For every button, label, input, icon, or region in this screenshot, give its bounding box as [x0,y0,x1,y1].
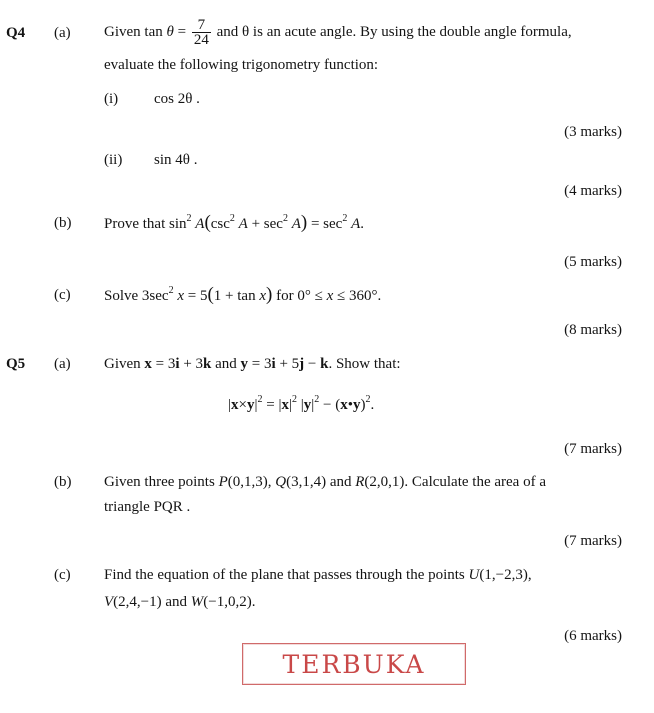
q5a-label: (a) [54,356,71,372]
question-number-q4: Q4 [6,25,26,41]
q5b-given-text: Given three points [104,474,215,490]
q5c-marks: (6 marks) [564,628,622,644]
q5b-calc-text: . Calculate the area of a [404,474,546,490]
q5b-label: (b) [54,474,72,490]
q4a-ii-marks: (4 marks) [564,183,622,199]
q5a-identity: $|x\times y|^2 = |x|^2$ $|y|^2$ − (x•y)$^2$. [228,394,375,413]
q4a-intro-line1: Given tan θ = $\frac{7}{24}$ and θ is an acute angle. By using the double angle formula, [104,17,572,49]
tan-fraction [192,18,211,47]
q4c-statement: Solve $3\sec^2$ x = 5(1 + tan x) for 0° ≤ x ≤ 360°. [104,284,382,305]
q4b-label: (b) [54,215,72,231]
q5a-show-text: . Show that: [328,356,401,372]
q5c-find-text: Find the equation of the plane that passes through the points [104,567,465,583]
q4a-ii-label: (ii) [104,152,123,168]
q4c-label: (c) [54,287,71,303]
q4b-statement: Prove that $\sin^2 A(\csc^2$ $A + \sec^2 A) = \sec^2 A$. [104,212,365,233]
q5b-line2: triangle PQR . [104,499,191,515]
question-number-q5: Q5 [6,356,26,372]
q4a-ii-expression: sin 4θ . [154,152,198,168]
q4a-i-expression: cos 2θ . [154,91,200,107]
q4a-given-text: Given [104,24,141,40]
q5a-given-text: Given [104,356,141,372]
q5b-marks: (7 marks) [564,533,622,549]
tan-numerator: 7 [192,18,211,33]
q5c-line1: Find the equation of the plane that passes through the points U(1,−2,3), [104,567,532,583]
q5c-label: (c) [54,567,71,583]
q5a-marks: (7 marks) [564,441,622,457]
terbuka-stamp: TERBUKA [242,643,466,685]
q4a-i-label: (i) [104,91,119,107]
q4c-marks: (8 marks) [564,322,622,338]
q5b-line1: Given three points P(0,1,3), Q(3,1,4) and R(2,0,1). Calculate the area of a [104,474,546,490]
q4b-prove-text: Prove that [104,216,166,232]
tan-denominator: 24 [193,32,209,49]
q4a-intro-rest: and θ is an acute angle. By using the double angle formula, [216,24,572,40]
q4a-label: (a) [54,25,71,41]
q4b-marks: (5 marks) [564,254,622,270]
q5a-statement: Given x = 3i + 3k and y = 3i + 5j − k. Show that: [104,356,401,372]
q4a-i-marks: (3 marks) [564,124,622,140]
q4c-solve-text: Solve [104,288,139,304]
q4a-intro-line2: evaluate the following trigonometry function: [104,57,379,73]
q5c-line2: V(2,4,−1) and W(−1,0,2). [104,594,256,610]
